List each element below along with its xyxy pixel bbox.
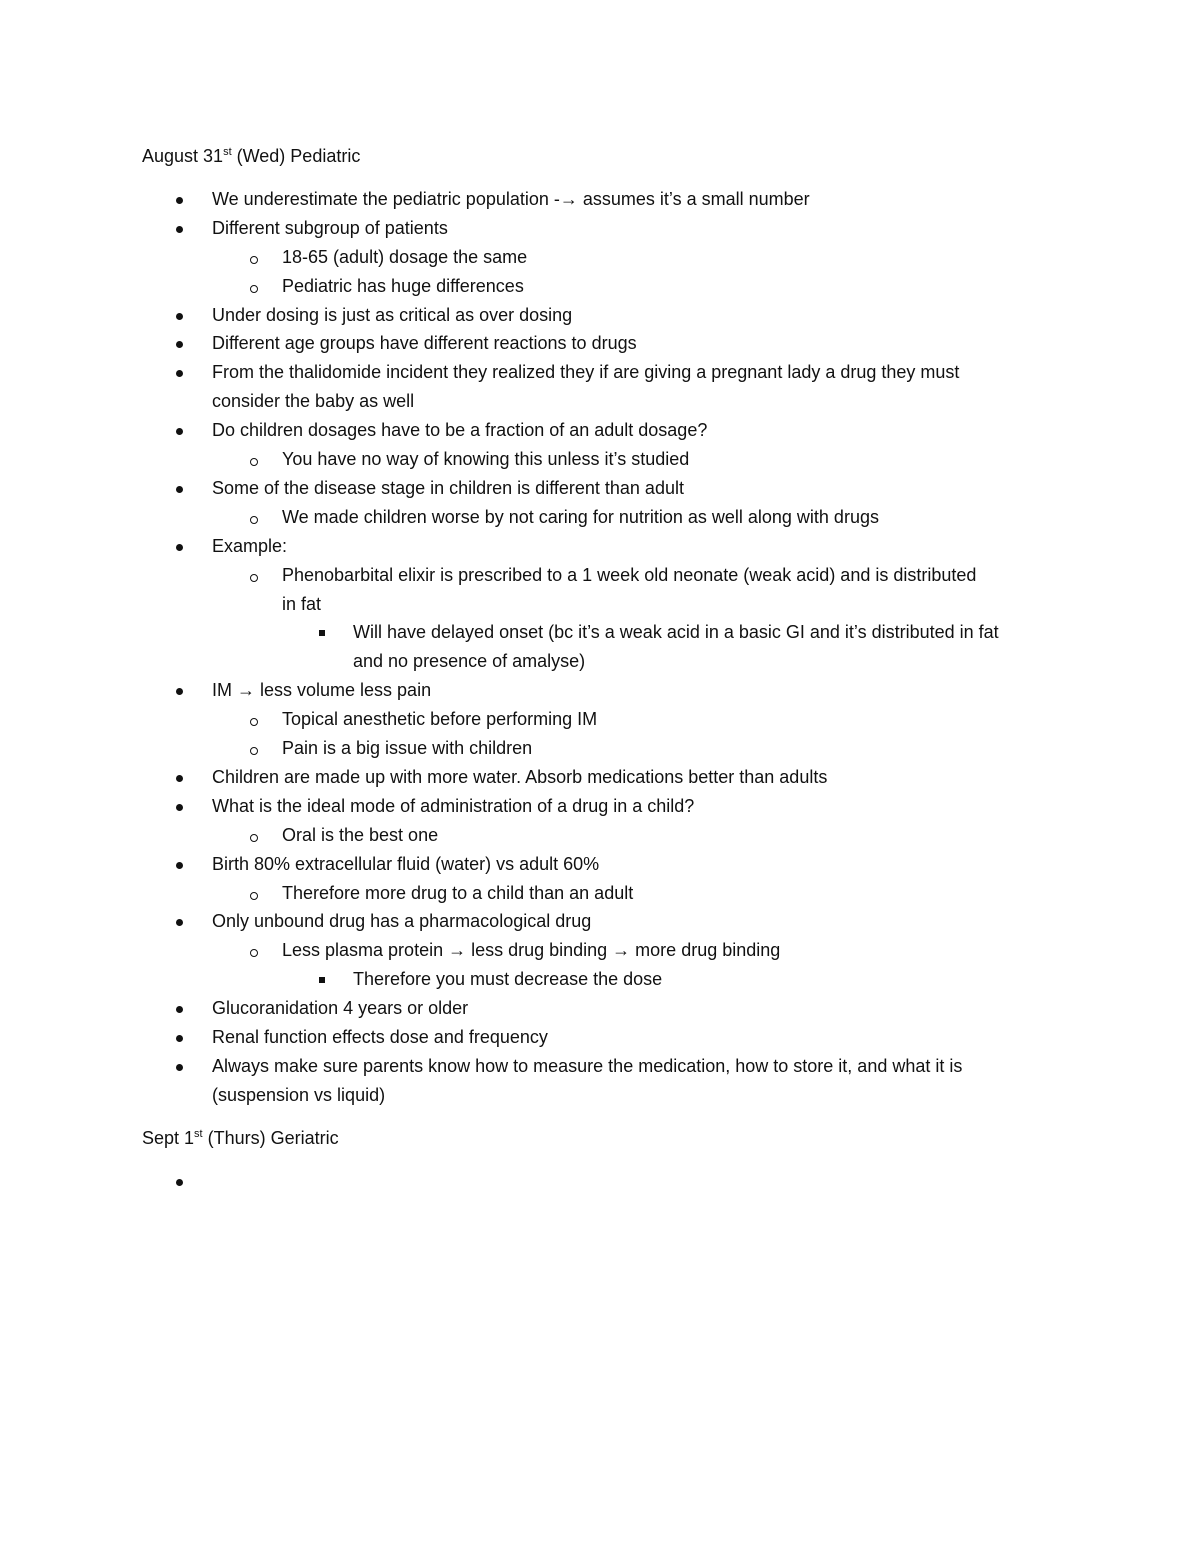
list-item-text: and no presence of amalyse) <box>353 651 586 672</box>
heading-topic: (Wed) Pediatric <box>231 146 361 166</box>
bullet-circle-icon <box>250 718 258 726</box>
list-item-text: 18-65 (adult) dosage the same <box>282 246 528 267</box>
section-heading <box>142 1127 339 1149</box>
bullet-square-icon <box>319 630 325 636</box>
list-item-text: Renal function effects dose and frequency <box>212 1027 548 1047</box>
bullet-dot-icon <box>176 313 183 320</box>
bullet-square-icon <box>319 977 325 983</box>
list-item-text: IM → less volume less pain <box>212 680 432 701</box>
list-item-text: Will have delayed onset (bc it’s a weak acid in a basic GI and it’s distributed in fat <box>353 622 999 643</box>
section-heading <box>142 145 360 167</box>
list-item-text: Pain is a big issue with children <box>282 738 533 758</box>
heading-ordinal: st <box>223 146 232 158</box>
bullet-dot-icon <box>176 862 183 869</box>
list-item-text: From the thalidomide incident they realized they if are giving a pregnant lady a drug they must <box>212 362 960 383</box>
bullet-dot-icon <box>176 1064 183 1071</box>
list-item-text: Some of the disease stage in children is different than adult <box>212 477 684 498</box>
list-item-text: What is the ideal mode of administration of a drug in a child? <box>212 795 695 816</box>
list-item-text: Birth 80% extracellular fluid (water) vs adult 60% <box>212 853 600 874</box>
bullet-circle-icon <box>250 834 258 842</box>
bullet-dot-icon <box>176 1179 183 1186</box>
bullet-circle-icon <box>250 574 258 582</box>
heading-date: August 31 <box>142 146 224 166</box>
list-item-text: Different subgroup of patients <box>212 217 448 238</box>
bullet-dot-icon <box>176 1006 183 1013</box>
list-item-text: Pediatric has huge differences <box>282 275 524 296</box>
list-item-text: Only unbound drug has a pharmacological drug <box>212 911 592 932</box>
list-item-text: Different age groups have different reactions to drugs <box>212 333 637 354</box>
list-item-text: Under dosing is just as critical as over dosing <box>212 304 573 325</box>
bullet-dot-icon <box>176 1035 183 1042</box>
bullet-dot-icon <box>176 919 183 926</box>
list-item-text: Topical anesthetic before performing IM <box>282 709 598 730</box>
bullet-circle-icon <box>250 516 258 524</box>
bullet-dot-icon <box>176 544 183 551</box>
list-item-text: Oral is the best one <box>282 824 439 845</box>
list-item-text: Phenobarbital elixir is prescribed to a 1 week old neonate (weak acid) and is distributed <box>282 564 977 585</box>
list-item-text: You have no way of knowing this unless it’s studied <box>282 449 690 469</box>
bullet-dot-icon <box>176 226 183 233</box>
heading-topic: (Thurs) Geriatric <box>202 1127 339 1148</box>
list-item-text: (suspension vs liquid) <box>212 1084 386 1105</box>
list-item-text: Always make sure parents know how to measure the medication, how to store it, and what it is <box>212 1055 963 1076</box>
bullet-circle-icon <box>250 256 258 264</box>
bullet-dot-icon <box>176 688 183 695</box>
bullet-dot-icon <box>176 775 183 782</box>
bullet-dot-icon <box>176 370 183 377</box>
list-item-text: in fat <box>282 593 322 614</box>
list-item-text: Less plasma protein → less drug binding → more drug binding <box>282 940 781 961</box>
bullet-dot-icon <box>176 486 183 493</box>
list-item-text: consider the baby as well <box>212 391 415 412</box>
bullet-circle-icon <box>250 949 258 957</box>
list-item-text: Example: <box>212 535 288 556</box>
bullet-circle-icon <box>250 458 258 466</box>
bullet-dot-icon <box>176 428 183 435</box>
list-item-text: Children are made up with more water. Absorb medications better than adults <box>212 766 828 787</box>
heading-date: Sept 1 <box>142 1127 195 1148</box>
list-item-text: Therefore more drug to a child than an adult <box>282 882 634 903</box>
bullet-dot-icon <box>176 197 183 204</box>
list-item-text: We made children worse by not caring for nutrition as well along with drugs <box>282 506 879 527</box>
list-item-text: Glucoranidation 4 years or older <box>212 998 469 1019</box>
list-item-text: Therefore you must decrease the dose <box>353 969 663 990</box>
bullet-dot-icon <box>176 804 183 811</box>
bullet-dot-icon <box>176 341 183 348</box>
list-item-text: Do children dosages have to be a fraction of an adult dosage? <box>212 420 708 441</box>
bullet-circle-icon <box>250 892 258 900</box>
bullet-circle-icon <box>250 747 258 755</box>
list-item-text: We underestimate the pediatric population -→ assumes it’s a small number <box>212 188 810 209</box>
heading-ordinal: st <box>194 1127 203 1140</box>
bullet-circle-icon <box>250 285 258 293</box>
